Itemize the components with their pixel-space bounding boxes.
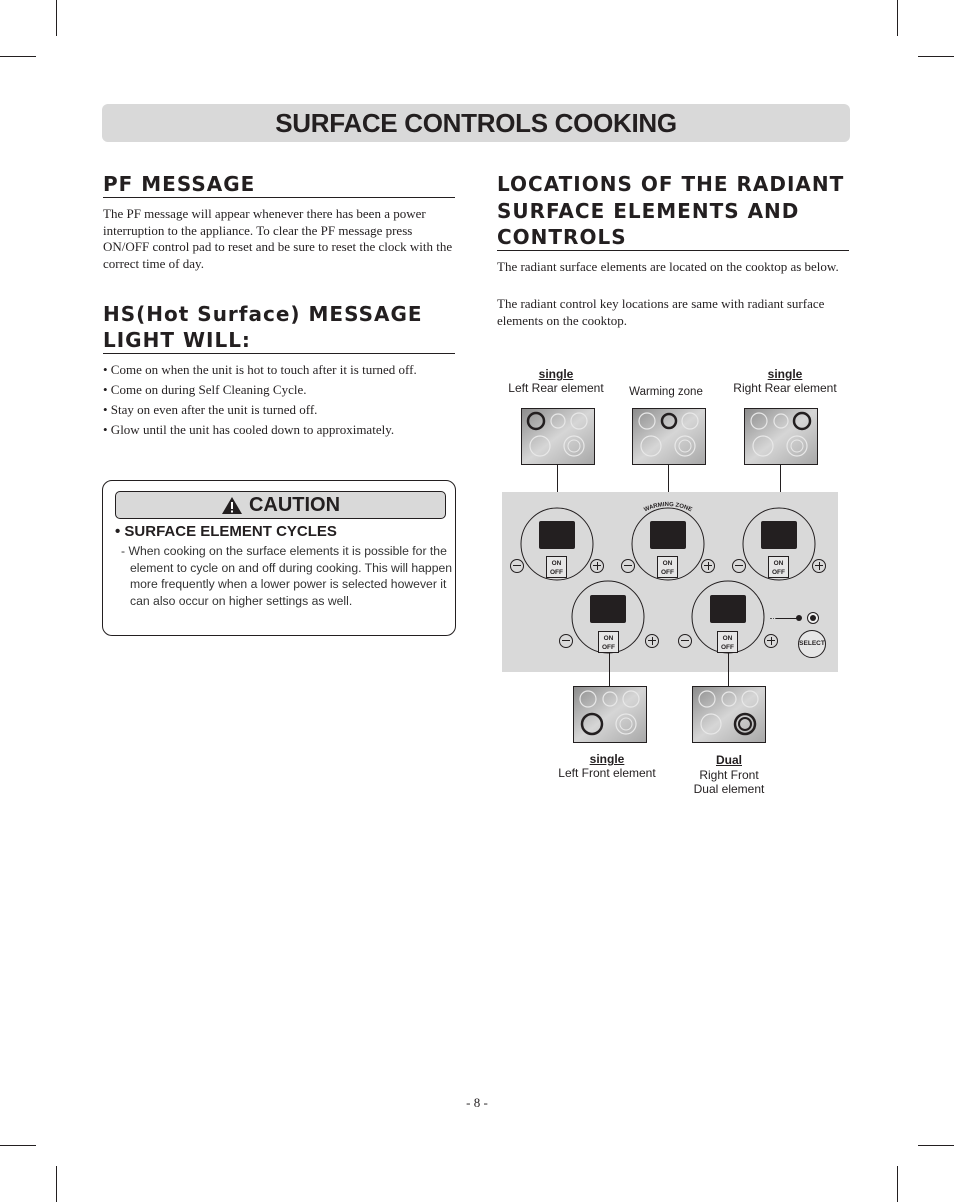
right-front-plus-button[interactable] (764, 634, 778, 648)
dual-indicator-line (776, 618, 798, 619)
crop-mark (56, 1166, 57, 1202)
off-label: OFF (550, 569, 563, 576)
right-front-label (669, 752, 789, 796)
locations-para-2: The radiant control key locations are same with radiant surface elements on the cooktop. (497, 296, 825, 328)
off-label: OFF (721, 644, 734, 651)
caution-title: CAUTION (248, 493, 341, 516)
off-label: OFF (661, 569, 674, 576)
left-front-type: single (589, 752, 625, 766)
right-rear-type: single (767, 367, 803, 381)
right-front-on-off-button[interactable] (717, 631, 738, 653)
crop-mark (897, 1166, 898, 1202)
list-item: • Come on when the unit is hot to touch after it is turned off. (103, 362, 417, 377)
left-front-plus-button[interactable] (645, 634, 659, 648)
select-label: SELECT (799, 640, 825, 647)
select-button[interactable] (798, 630, 826, 658)
left-rear-type: single (538, 367, 574, 381)
off-label: OFF (772, 569, 785, 576)
crop-mark (0, 56, 36, 57)
on-label: ON (551, 560, 562, 567)
right-rear-name: Right Rear element (733, 381, 837, 395)
crop-mark (897, 0, 898, 36)
left-front-on-off-button[interactable] (598, 631, 619, 653)
control-panel (502, 492, 838, 672)
caution-subhead: • SURFACE ELEMENT CYCLES (115, 523, 337, 540)
list-item: • Come on during Self Cleaning Cycle. (103, 382, 307, 397)
left-front-cooktop-image (573, 686, 647, 743)
crop-mark (918, 1145, 954, 1146)
left-rear-cooktop-image (521, 408, 595, 465)
caution-box (102, 480, 456, 636)
page-title: SURFACE CONTROLS COOKING (275, 108, 677, 138)
right-rear-label (725, 367, 845, 395)
svg-text:WARMING ZONE (643, 502, 692, 513)
left-front-name: Left Front element (558, 766, 656, 780)
warming-on-off-button[interactable] (657, 556, 678, 578)
left-rear-label (496, 367, 616, 395)
warming-zone-arc-label (502, 492, 838, 532)
heading-rule (103, 197, 455, 198)
hs-message-heading-line2: LIGHT WILL: (103, 328, 251, 352)
on-label: ON (662, 560, 673, 567)
on-label: ON (722, 635, 733, 642)
dual-indicator-light (807, 612, 819, 624)
locations-heading-line1: LOCATIONS OF THE RADIANT (497, 172, 845, 196)
right-front-display (710, 595, 746, 623)
hs-bullet-list (103, 362, 463, 442)
pf-message-heading: PF MESSAGE (103, 172, 256, 196)
locations-heading-line3: CONTROLS (497, 225, 627, 249)
on-label: ON (773, 560, 784, 567)
left-rear-plus-button[interactable] (590, 559, 604, 573)
right-front-cooktop-image (692, 686, 766, 743)
crop-mark (918, 56, 954, 57)
left-front-display (590, 595, 626, 623)
locations-para-1: The radiant surface elements are located on the cooktop as below. (497, 259, 839, 274)
warming-zone-label: Warming zone (629, 386, 703, 398)
left-front-minus-button[interactable] (559, 634, 573, 648)
connector-line (728, 653, 729, 687)
on-label: ON (603, 635, 614, 642)
right-rear-minus-button[interactable] (732, 559, 746, 573)
locations-heading-line2: SURFACE ELEMENTS AND (497, 199, 800, 223)
pf-message-body: The PF message will appear whenever there has been a power interruption to the appliance. To clear the PF message press ON/OFF control pad to reset and be sure to reset the clock with the correct time of day. (103, 206, 453, 271)
warming-zone-arc-text: WARMING ZONE (643, 501, 693, 514)
heading-rule (497, 250, 849, 251)
warning-icon (221, 496, 243, 515)
warming-plus-button[interactable] (701, 559, 715, 573)
left-rear-on-off-button[interactable] (546, 556, 567, 578)
right-rear-cooktop-image (744, 408, 818, 465)
list-item: • Stay on even after the unit is turned off. (103, 402, 318, 417)
caution-body: - When cooking on the surface elements it is possible for the element to cycle on and off during cooking. This will happen more frequently when a lower power is selected however it can also occur on higher settings as well. (121, 544, 453, 608)
left-rear-minus-button[interactable] (510, 559, 524, 573)
crop-mark (56, 0, 57, 36)
list-item: • Glow until the unit has cooled down to approximately. (103, 422, 395, 437)
left-rear-name: Left Rear element (508, 381, 604, 395)
connector-line (609, 653, 610, 687)
right-rear-on-off-button[interactable] (768, 556, 789, 578)
crop-mark (0, 1145, 36, 1146)
left-front-label (547, 752, 667, 780)
right-front-type: Dual (715, 753, 742, 767)
warming-minus-button[interactable] (621, 559, 635, 573)
warming-zone-cooktop-image (632, 408, 706, 465)
right-front-name-line1: Right Front (699, 768, 759, 782)
dual-indicator-dot (796, 615, 802, 621)
page-number: - 8 - (466, 1095, 488, 1110)
hs-message-heading-line1: HS(Hot Surface) MESSAGE (103, 302, 423, 326)
right-front-minus-button[interactable] (678, 634, 692, 648)
heading-rule (103, 353, 455, 354)
off-label: OFF (602, 644, 615, 651)
header-bar (102, 104, 850, 142)
right-rear-plus-button[interactable] (812, 559, 826, 573)
right-front-name-line2: Dual element (693, 782, 765, 796)
caution-bar (115, 491, 446, 519)
